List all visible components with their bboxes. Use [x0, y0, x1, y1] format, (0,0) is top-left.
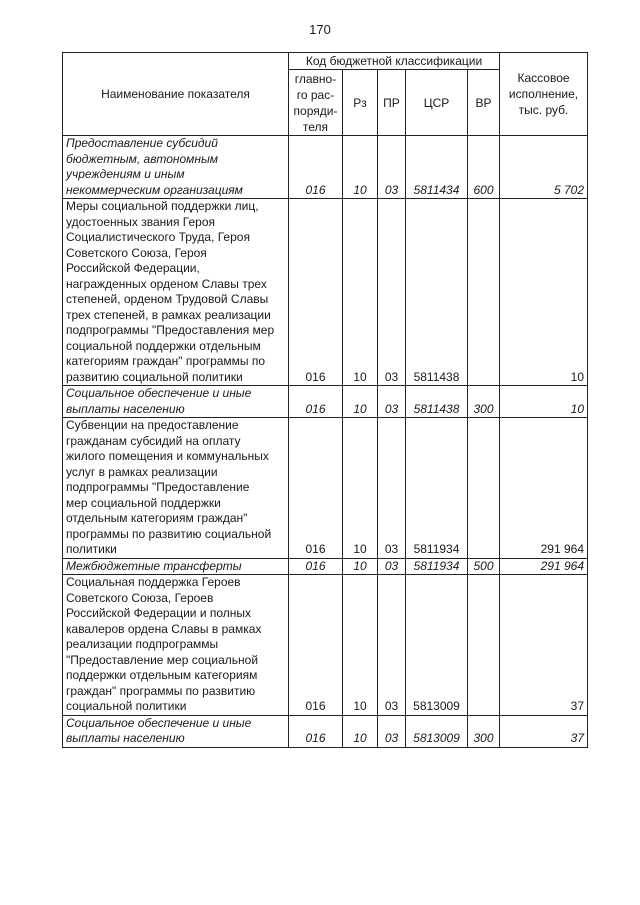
header-indicator-name: Наименование показателя [63, 53, 289, 136]
header-cash-execution: Кассовое исполнение, тыс. руб. [500, 53, 588, 136]
cell-cash-execution: 291 964 [500, 418, 588, 559]
cell-indicator-name: Социальное обеспечение и иные выплаты населению [63, 386, 289, 418]
budget-execution-table [62, 52, 588, 748]
cell-indicator-name: Предоставление субсидий бюджетным, автономным учреждениям и иным некоммерческим организациям [63, 136, 289, 199]
cell-vr: 300 [468, 715, 500, 747]
cell-rz: 10 [343, 575, 378, 716]
table-row [63, 386, 588, 418]
cell-rz: 10 [343, 386, 378, 418]
cell-cash-execution: 291 964 [500, 558, 588, 575]
cell-cash-execution: 37 [500, 575, 588, 716]
page-number: 170 [309, 22, 331, 37]
cell-rz: 10 [343, 558, 378, 575]
cell-vr [468, 575, 500, 716]
cell-csr: 5813009 [406, 575, 468, 716]
cell-vr: 300 [468, 386, 500, 418]
cell-csr: 5811438 [406, 386, 468, 418]
table-row [63, 199, 588, 386]
cell-main-administrator: 016 [289, 558, 343, 575]
cell-indicator-name: Меры социальной поддержки лиц, удостоенных звания Героя Социалистического Труда, Героя Советского Союза, Героя Российской Федерации, награжденных орденом Славы трех степеней, орденом Трудовой Славы трех степеней, в рамках реализации подпрограммы "Предоставления мер социальной поддержки отдельным категориям граждан" программы по развитию социальной политики [63, 199, 289, 386]
cell-indicator-name: Субвенции на предоставление гражданам субсидий на оплату жилого помещения и коммунальных услуг в рамках реализации подпрограммы "Предоставление мер социальной поддержки отдельным категориям граждан" программы по развитию социальной политики [63, 418, 289, 559]
cell-cash-execution: 10 [500, 199, 588, 386]
cell-cash-execution: 5 702 [500, 136, 588, 199]
cell-csr: 5811438 [406, 199, 468, 386]
cell-pr: 03 [378, 575, 406, 716]
cell-pr: 03 [378, 136, 406, 199]
header-vr: ВР [468, 70, 500, 136]
cell-main-administrator: 016 [289, 386, 343, 418]
cell-cash-execution: 10 [500, 386, 588, 418]
cell-pr: 03 [378, 715, 406, 747]
header-pr: ПР [378, 70, 406, 136]
table-header [63, 53, 588, 136]
cell-indicator-name: Социальное обеспечение и иные выплаты населению [63, 715, 289, 747]
cell-vr: 500 [468, 558, 500, 575]
table-row [63, 575, 588, 716]
header-budget-classification: Код бюджетной классификации [289, 53, 500, 70]
header-main-administrator: главно- го рас- поряди- теля [289, 70, 343, 136]
cell-indicator-name: Социальная поддержка Героев Советского Союза, Героев Российской Федерации и полных кавалеров ордена Славы в рамках реализации подпрограммы "Предоставление мер социальной поддержки отдельным категориям граждан" программы по развитию социальной политики [63, 575, 289, 716]
cell-pr: 03 [378, 418, 406, 559]
table-body [63, 136, 588, 748]
cell-main-administrator: 016 [289, 715, 343, 747]
cell-rz: 10 [343, 715, 378, 747]
cell-pr: 03 [378, 199, 406, 386]
cell-csr: 5811934 [406, 558, 468, 575]
cell-pr: 03 [378, 558, 406, 575]
cell-vr [468, 199, 500, 386]
cell-csr: 5813009 [406, 715, 468, 747]
cell-indicator-name: Межбюджетные трансферты [63, 558, 289, 575]
cell-main-administrator: 016 [289, 136, 343, 199]
cell-main-administrator: 016 [289, 199, 343, 386]
header-csr: ЦСР [406, 70, 468, 136]
cell-rz: 10 [343, 136, 378, 199]
cell-csr: 5811434 [406, 136, 468, 199]
cell-csr: 5811934 [406, 418, 468, 559]
table-row [63, 136, 588, 199]
table-row [63, 715, 588, 747]
cell-pr: 03 [378, 386, 406, 418]
cell-vr: 600 [468, 136, 500, 199]
cell-vr [468, 418, 500, 559]
cell-rz: 10 [343, 199, 378, 386]
cell-rz: 10 [343, 418, 378, 559]
header-rz: Рз [343, 70, 378, 136]
table-row [63, 418, 588, 559]
cell-main-administrator: 016 [289, 575, 343, 716]
cell-main-administrator: 016 [289, 418, 343, 559]
table-row [63, 558, 588, 575]
cell-cash-execution: 37 [500, 715, 588, 747]
